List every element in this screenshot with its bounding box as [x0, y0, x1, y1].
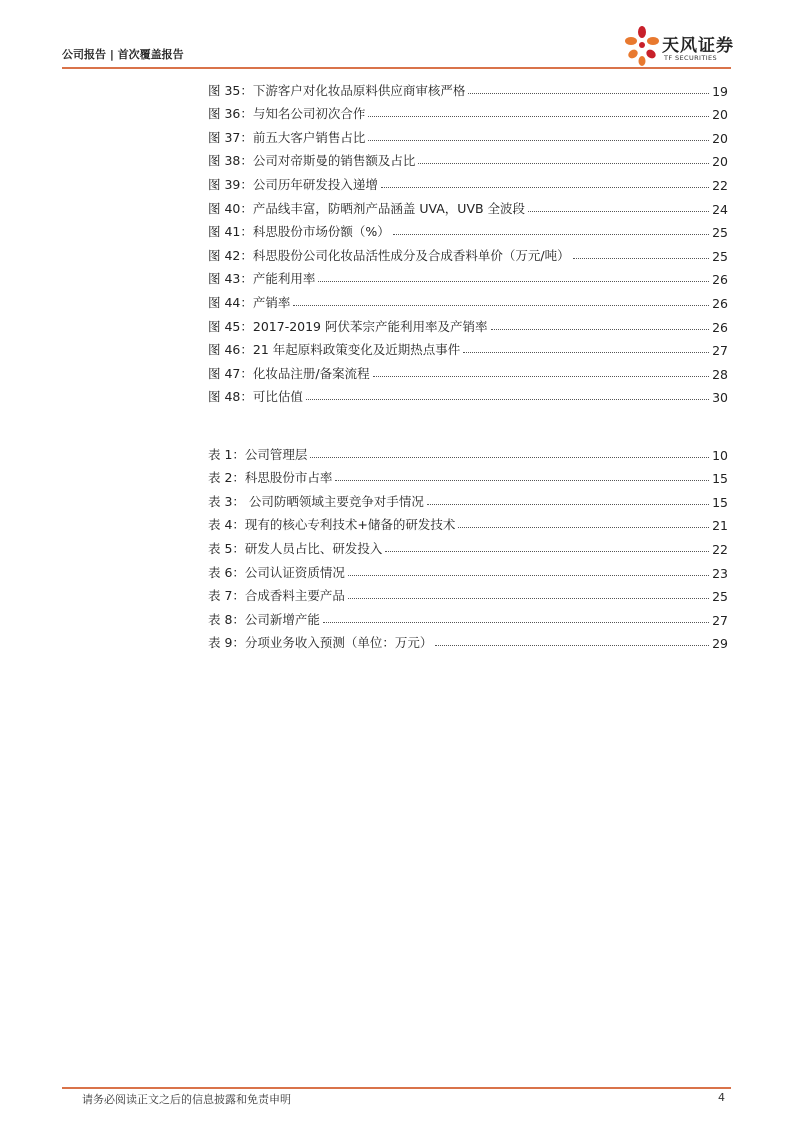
- entry-title: 图 36：与知名公司初次合作: [208, 106, 366, 122]
- entry-title: 图 38：公司对帝斯曼的销售额及占比: [208, 153, 416, 169]
- dot-leader: [368, 139, 709, 141]
- entry-page-number: 25: [712, 589, 728, 605]
- table-toc-entry[interactable]: [208, 463, 728, 487]
- entry-page-number: 21: [712, 518, 728, 534]
- dot-leader: [573, 257, 710, 259]
- figure-toc-entry[interactable]: [208, 311, 728, 335]
- dot-leader: [528, 210, 709, 212]
- table-toc-entry[interactable]: [208, 533, 728, 557]
- entry-title: 表 4：现有的核心专利技术+储备的研发技术: [208, 517, 456, 533]
- entry-title: 图 46：21 年起原料政策变化及近期热点事件: [208, 342, 461, 358]
- flower-logo-icon: [622, 24, 662, 68]
- entry-title: 图 48：可比估值: [208, 389, 303, 405]
- entry-page-number: 26: [712, 295, 728, 311]
- entry-title: 表 6：公司认证资质情况: [208, 564, 345, 580]
- entry-title: 图 37：前五大客户销售占比: [208, 129, 366, 145]
- dot-leader: [368, 115, 709, 117]
- entry-title: 表 1：公司管理层: [208, 446, 308, 462]
- entry-page-number: 20: [712, 130, 728, 146]
- logo-chinese-name: 天风证券: [662, 36, 734, 56]
- figure-toc-entry[interactable]: [208, 75, 728, 99]
- figure-toc-entry[interactable]: [208, 146, 728, 170]
- entry-page-number: 27: [712, 612, 728, 628]
- entry-title: 图 40：产品线丰富，防晒剂产品涵盖 UVA，UVB 全波段: [208, 200, 526, 216]
- entry-title: 表 5：研发人员占比、研发投入: [208, 540, 383, 556]
- entry-title: 图 42：科思股份公司化妆品活性成分及合成香料单价（万元/吨）: [208, 247, 570, 263]
- table-toc-entry[interactable]: [208, 510, 728, 534]
- entry-page-number: 19: [712, 83, 728, 99]
- dot-leader: [335, 479, 709, 481]
- dot-leader: [348, 574, 709, 576]
- entry-page-number: 10: [712, 447, 728, 463]
- entry-page-number: 15: [712, 471, 728, 487]
- entry-title: 图 41：科思股份市场份额（%）: [208, 224, 390, 240]
- figure-toc-entry[interactable]: [208, 99, 728, 123]
- figure-toc-entry[interactable]: [208, 382, 728, 406]
- table-toc-entry[interactable]: [208, 581, 728, 605]
- dot-leader: [491, 328, 710, 330]
- figure-toc-entry[interactable]: [208, 358, 728, 382]
- entry-page-number: 22: [712, 177, 728, 193]
- table-index: [208, 439, 728, 651]
- figure-index: [208, 75, 728, 405]
- entry-page-number: 27: [712, 343, 728, 359]
- figure-toc-entry[interactable]: [208, 240, 728, 264]
- footer-divider: [62, 1087, 731, 1089]
- entry-page-number: 26: [712, 272, 728, 288]
- entry-title: 图 45：2017-2019 阿伏苯宗产能利用率及产销率: [208, 318, 488, 334]
- entry-title: 表 9：分项业务收入预测（单位：万元）: [208, 635, 433, 651]
- dot-leader: [381, 186, 709, 188]
- entry-page-number: 24: [712, 201, 728, 217]
- entry-title: 表 7：合成香料主要产品: [208, 588, 345, 604]
- entry-title: 图 35：下游客户对化妆品原料供应商审核严格: [208, 82, 466, 98]
- entry-page-number: 25: [712, 248, 728, 264]
- dot-leader: [385, 550, 709, 552]
- dot-leader: [348, 597, 709, 599]
- dot-leader: [427, 503, 709, 505]
- entry-page-number: 25: [712, 225, 728, 241]
- entry-title: 图 43：产能利用率: [208, 271, 316, 287]
- entry-page-number: 15: [712, 494, 728, 510]
- company-logo: [622, 24, 734, 68]
- entry-page-number: 29: [712, 636, 728, 652]
- table-toc-entry[interactable]: [208, 604, 728, 628]
- entry-title: 表 3： 公司防晒领域主要竞争对手情况: [208, 493, 424, 509]
- figure-toc-entry[interactable]: [208, 122, 728, 146]
- dot-leader: [306, 398, 709, 400]
- dot-leader: [318, 280, 709, 282]
- dot-leader: [468, 92, 709, 94]
- figure-toc-entry[interactable]: [208, 287, 728, 311]
- entry-title: 图 39：公司历年研发投入递增: [208, 176, 378, 192]
- header-divider: [62, 67, 731, 69]
- dot-leader: [435, 644, 709, 646]
- page-number: 4: [718, 1091, 725, 1104]
- table-toc-entry[interactable]: [208, 486, 728, 510]
- dot-leader: [293, 304, 709, 306]
- entry-title: 图 47：化妆品注册/备案流程: [208, 365, 370, 381]
- figure-toc-entry[interactable]: [208, 169, 728, 193]
- figure-toc-entry[interactable]: [208, 193, 728, 217]
- logo-english-name: TF SECURITIES: [664, 54, 718, 62]
- figure-toc-entry[interactable]: [208, 335, 728, 359]
- entry-page-number: 28: [712, 366, 728, 382]
- entry-title: 图 44：产销率: [208, 294, 291, 310]
- table-toc-entry[interactable]: [208, 439, 728, 463]
- table-toc-entry[interactable]: [208, 628, 728, 652]
- figure-toc-entry[interactable]: [208, 217, 728, 241]
- figure-toc-entry[interactable]: [208, 264, 728, 288]
- dot-leader: [323, 621, 709, 623]
- dot-leader: [418, 162, 709, 164]
- report-type-label: 公司报告 | 首次覆盖报告: [62, 48, 184, 61]
- entry-page-number: 20: [712, 154, 728, 170]
- dot-leader: [463, 351, 709, 353]
- entry-page-number: 23: [712, 565, 728, 581]
- dot-leader: [458, 526, 709, 528]
- entry-page-number: 30: [712, 390, 728, 406]
- entry-page-number: 20: [712, 107, 728, 123]
- table-toc-entry[interactable]: [208, 557, 728, 581]
- dot-leader: [310, 456, 709, 458]
- entry-title: 表 2：科思股份市占率: [208, 470, 333, 486]
- entry-title: 表 8：公司新增产能: [208, 611, 320, 627]
- entry-page-number: 26: [712, 319, 728, 335]
- entry-page-number: 22: [712, 541, 728, 557]
- dot-leader: [373, 375, 710, 377]
- dot-leader: [393, 233, 709, 235]
- footer-disclaimer: 请务必阅读正文之后的信息披露和免责申明: [82, 1093, 291, 1106]
